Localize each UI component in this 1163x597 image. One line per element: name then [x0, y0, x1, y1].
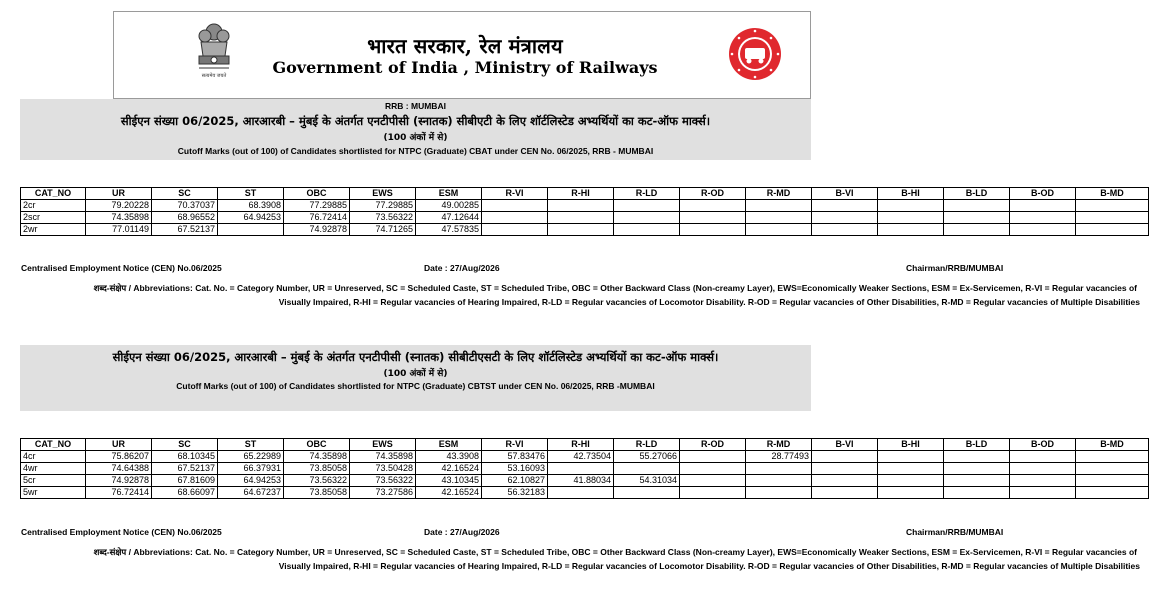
- column-header: ST: [218, 188, 284, 200]
- column-header: B-MD: [1076, 439, 1149, 451]
- cutoff-cell: [614, 212, 680, 224]
- cutoff-cell: [812, 475, 878, 487]
- section2-abbreviations-line2: Visually Impaired, R-HI = Regular vacancies of Hearing Impaired, R-LD = Regular vacancies of Locomotor Disability. R-OD = Regular vacancies of Other Disabilities, R-MD = Regular vacancies of Multiple Disabilities: [278, 561, 1140, 571]
- cutoff-cell: [1010, 475, 1076, 487]
- cutoff-cell: [746, 224, 812, 236]
- emblem-caption: सत्यमेव जयते: [201, 73, 227, 79]
- cutoff-cell: [746, 487, 812, 499]
- cutoff-cell: 73.56322: [350, 212, 416, 224]
- cutoff-cell: [1076, 463, 1149, 475]
- column-header: EWS: [350, 439, 416, 451]
- cutoff-cell: 74.35898: [86, 212, 152, 224]
- cutoff-cell: 67.81609: [152, 475, 218, 487]
- column-header: B-HI: [878, 188, 944, 200]
- cutoff-cell: [812, 200, 878, 212]
- cutoff-cell: [482, 212, 548, 224]
- cutoff-cell: [218, 224, 284, 236]
- cutoff-cell: 73.50428: [350, 463, 416, 475]
- cutoff-cell: 64.94253: [218, 475, 284, 487]
- national-emblem-icon: [193, 22, 235, 80]
- table-header-row: [21, 188, 1149, 200]
- cutoff-cell: [878, 212, 944, 224]
- section2-footer-date: Date : 27/Aug/2026: [424, 527, 500, 537]
- cutoff-cell: 68.66097: [152, 487, 218, 499]
- cutoff-cell: 70.37037: [152, 200, 218, 212]
- cutoff-cell: [944, 200, 1010, 212]
- cutoff-cell: [878, 487, 944, 499]
- section1-abbreviations-line2: Visually Impaired, R-HI = Regular vacancies of Hearing Impaired, R-LD = Regular vacancies of Locomotor Disability. R-OD = Regular vacancies of Other Disabilities, R-MD = Regular vacancies of Multiple Disabilities: [278, 297, 1140, 307]
- column-header: R-OD: [680, 188, 746, 200]
- cutoff-cell: [878, 475, 944, 487]
- table-row: [21, 475, 1149, 487]
- cutoff-cell: [1010, 451, 1076, 463]
- column-header: ST: [218, 439, 284, 451]
- cutoff-cell: [680, 463, 746, 475]
- cutoff-cell: 73.27586: [350, 487, 416, 499]
- cutoff-cell: 47.12644: [416, 212, 482, 224]
- cutoff-cell: [878, 451, 944, 463]
- column-header: R-LD: [614, 439, 680, 451]
- cutoff-cell: [1076, 487, 1149, 499]
- cutoff-cell: 64.94253: [218, 212, 284, 224]
- cutoff-cell: 77.29885: [350, 200, 416, 212]
- cutoff-cell: 42.16524: [416, 487, 482, 499]
- table-row: [21, 200, 1149, 212]
- cutoff-cell: [1076, 451, 1149, 463]
- cutoff-cell: 73.85058: [284, 487, 350, 499]
- page-title-hindi: भारत सरकार, रेल मंत्रालय: [367, 34, 563, 58]
- cutoff-cell: 42.73504: [548, 451, 614, 463]
- cutoff-cell: 54.31034: [614, 475, 680, 487]
- cutoff-cell: 67.52137: [152, 224, 218, 236]
- cutoff-cell: 43.10345: [416, 475, 482, 487]
- cutoff-cell: [812, 487, 878, 499]
- cutoff-cell: 68.96552: [152, 212, 218, 224]
- section2-abbreviations-line1: शब्द-संक्षेप / Abbreviations: Cat. No. = Category Number, UR = Unreserved, SC = Scheduled Caste, ST = Scheduled Tribe, OBC = Other Backward Class (Non-creamy Layer), EWS=Economically Weaker Sections, ESM = Ex-Servicemen, R-VI = Regular vacancies of: [93, 547, 1137, 557]
- cutoff-cell: [812, 224, 878, 236]
- column-header: B-OD: [1010, 439, 1076, 451]
- table-row: [21, 463, 1149, 475]
- section1-footer-date: Date : 27/Aug/2026: [424, 263, 500, 273]
- cutoff-cell: 42.16524: [416, 463, 482, 475]
- cutoff-cell: [1010, 463, 1076, 475]
- column-header: EWS: [350, 188, 416, 200]
- section1-subheading-hindi: (100 अंकों में से): [383, 133, 448, 143]
- column-header: R-HI: [548, 188, 614, 200]
- category-cell: 5cr: [21, 475, 86, 487]
- cutoff-cell: 28.77493: [746, 451, 812, 463]
- cutoff-cell: 53.16093: [482, 463, 548, 475]
- column-header: CAT_NO: [21, 439, 86, 451]
- cutoff-cell: 55.27066: [614, 451, 680, 463]
- column-header: B-VI: [812, 439, 878, 451]
- cutoff-table-cbat: [20, 187, 1149, 236]
- section1-abbreviations-line1: शब्द-संक्षेप / Abbreviations: Cat. No. = Category Number, UR = Unreserved, SC = Scheduled Caste, ST = Scheduled Tribe, OBC = Other Backward Class (Non-creamy Layer), EWS=Economically Weaker Sections, ESM = Ex-Servicemen, R-VI = Regular vacancies of: [93, 283, 1137, 293]
- cutoff-cell: 56.32183: [482, 487, 548, 499]
- category-cell: 4cr: [21, 451, 86, 463]
- cutoff-cell: [944, 212, 1010, 224]
- cutoff-cell: 77.29885: [284, 200, 350, 212]
- cutoff-cell: 75.86207: [86, 451, 152, 463]
- cutoff-cell: [614, 224, 680, 236]
- category-cell: 2wr: [21, 224, 86, 236]
- cutoff-cell: [614, 487, 680, 499]
- rrb-label: RRB : MUMBAI: [385, 101, 446, 111]
- table-row: [21, 212, 1149, 224]
- column-header: R-HI: [548, 439, 614, 451]
- cutoff-cell: [812, 451, 878, 463]
- cutoff-cell: 74.92878: [284, 224, 350, 236]
- section2-heading-english: Cutoff Marks (out of 100) of Candidates shortlisted for NTPC (Graduate) CBTST under CEN No. 06/2025, RRB -MUMBAI: [176, 381, 655, 391]
- column-header: UR: [86, 188, 152, 200]
- cutoff-cell: [812, 463, 878, 475]
- cutoff-cell: [1076, 224, 1149, 236]
- section2-subheading-hindi: (100 अंकों में से): [383, 369, 448, 379]
- column-header: R-OD: [680, 439, 746, 451]
- cutoff-cell: [482, 224, 548, 236]
- section1-heading-english: Cutoff Marks (out of 100) of Candidates shortlisted for NTPC (Graduate) CBAT under CEN No. 06/2025, RRB - MUMBAI: [177, 146, 654, 156]
- category-cell: 4wr: [21, 463, 86, 475]
- cutoff-cell: [944, 451, 1010, 463]
- cutoff-table-cbtst: [20, 438, 1149, 499]
- cutoff-cell: [548, 212, 614, 224]
- cutoff-cell: [548, 463, 614, 475]
- cutoff-cell: 74.64388: [86, 463, 152, 475]
- cutoff-cell: 74.35898: [284, 451, 350, 463]
- cutoff-cell: [1076, 475, 1149, 487]
- cutoff-cell: 65.22989: [218, 451, 284, 463]
- column-header: B-OD: [1010, 188, 1076, 200]
- cutoff-cell: 68.10345: [152, 451, 218, 463]
- cutoff-cell: 76.72414: [86, 487, 152, 499]
- cutoff-cell: 73.56322: [284, 475, 350, 487]
- cutoff-cell: 43.3908: [416, 451, 482, 463]
- cutoff-cell: 68.3908: [218, 200, 284, 212]
- category-cell: 2scr: [21, 212, 86, 224]
- cutoff-cell: [548, 487, 614, 499]
- section2-heading-hindi: सीईएन संख्या 06/2025, आरआरबी – मुंबई के अंतर्गत एनटीपीसी (स्नातक) सीबीटीएसटी के लिए शॉर्टलिस्टेड अभ्यर्थियों का कट-ऑफ मार्क्स।: [112, 350, 719, 364]
- cutoff-cell: [1076, 200, 1149, 212]
- cutoff-cell: [878, 200, 944, 212]
- cutoff-cell: [680, 487, 746, 499]
- cutoff-cell: [878, 463, 944, 475]
- cutoff-cell: 73.56322: [350, 475, 416, 487]
- cutoff-cell: [1010, 200, 1076, 212]
- cutoff-cell: 73.85058: [284, 463, 350, 475]
- column-header: SC: [152, 439, 218, 451]
- cutoff-cell: 62.10827: [482, 475, 548, 487]
- column-header: B-VI: [812, 188, 878, 200]
- cutoff-cell: 47.57835: [416, 224, 482, 236]
- column-header: B-LD: [944, 188, 1010, 200]
- column-header: R-MD: [746, 439, 812, 451]
- cutoff-cell: 77.01149: [86, 224, 152, 236]
- column-header: OBC: [284, 188, 350, 200]
- cutoff-cell: [746, 212, 812, 224]
- column-header: CAT_NO: [21, 188, 86, 200]
- cutoff-cell: 49.00285: [416, 200, 482, 212]
- cutoff-cell: 74.71265: [350, 224, 416, 236]
- cutoff-cell: [614, 463, 680, 475]
- column-header: SC: [152, 188, 218, 200]
- cutoff-cell: 41.88034: [548, 475, 614, 487]
- cutoff-cell: 57.83476: [482, 451, 548, 463]
- category-cell: 2cr: [21, 200, 86, 212]
- column-header: B-LD: [944, 439, 1010, 451]
- column-header: R-MD: [746, 188, 812, 200]
- cutoff-cell: [614, 200, 680, 212]
- section1-footer-cen: Centralised Employment Notice (CEN) No.06/2025: [21, 263, 222, 273]
- category-cell: 5wr: [21, 487, 86, 499]
- column-header: B-MD: [1076, 188, 1149, 200]
- cutoff-cell: [1076, 212, 1149, 224]
- table-row: [21, 487, 1149, 499]
- cutoff-cell: 79.20228: [86, 200, 152, 212]
- cutoff-cell: [878, 224, 944, 236]
- cutoff-cell: 74.92878: [86, 475, 152, 487]
- cutoff-cell: [944, 224, 1010, 236]
- column-header: R-VI: [482, 188, 548, 200]
- indian-railways-logo-icon: [727, 26, 783, 82]
- cutoff-cell: [548, 224, 614, 236]
- column-header: ESM: [416, 188, 482, 200]
- column-header: OBC: [284, 439, 350, 451]
- cutoff-cell: [944, 487, 1010, 499]
- cutoff-cell: [680, 200, 746, 212]
- column-header: ESM: [416, 439, 482, 451]
- column-header: B-HI: [878, 439, 944, 451]
- table-row: [21, 451, 1149, 463]
- cutoff-cell: 74.35898: [350, 451, 416, 463]
- section1-heading-hindi: सीईएन संख्या 06/2025, आरआरबी – मुंबई के अंतर्गत एनटीपीसी (स्नातक) सीबीएटी के लिए शॉर्टलिस्टेड अभ्यर्थियों का कट-ऑफ मार्क्स।: [120, 114, 711, 128]
- cutoff-cell: [746, 463, 812, 475]
- table-header-row: [21, 439, 1149, 451]
- cutoff-cell: [482, 200, 548, 212]
- cutoff-cell: 76.72414: [284, 212, 350, 224]
- table-row: [21, 224, 1149, 236]
- section2-footer-signatory: Chairman/RRB/MUMBAI: [906, 527, 1004, 537]
- cutoff-cell: [680, 475, 746, 487]
- cutoff-cell: [1010, 487, 1076, 499]
- page-title-english: Government of India , Ministry of Railways: [272, 58, 658, 77]
- cutoff-cell: [548, 200, 614, 212]
- cutoff-cell: [812, 212, 878, 224]
- column-header: UR: [86, 439, 152, 451]
- column-header: R-VI: [482, 439, 548, 451]
- cutoff-cell: 66.37931: [218, 463, 284, 475]
- cutoff-cell: [680, 224, 746, 236]
- section1-footer-signatory: Chairman/RRB/MUMBAI: [906, 263, 1004, 273]
- cutoff-cell: [746, 200, 812, 212]
- section2-footer-cen: Centralised Employment Notice (CEN) No.06/2025: [21, 527, 222, 537]
- column-header: R-LD: [614, 188, 680, 200]
- cutoff-cell: [680, 451, 746, 463]
- cutoff-cell: 67.52137: [152, 463, 218, 475]
- cutoff-cell: [944, 463, 1010, 475]
- cutoff-cell: [1010, 212, 1076, 224]
- cutoff-cell: 64.67237: [218, 487, 284, 499]
- cutoff-cell: [680, 212, 746, 224]
- cutoff-cell: [1010, 224, 1076, 236]
- cutoff-cell: [746, 475, 812, 487]
- cutoff-cell: [944, 475, 1010, 487]
